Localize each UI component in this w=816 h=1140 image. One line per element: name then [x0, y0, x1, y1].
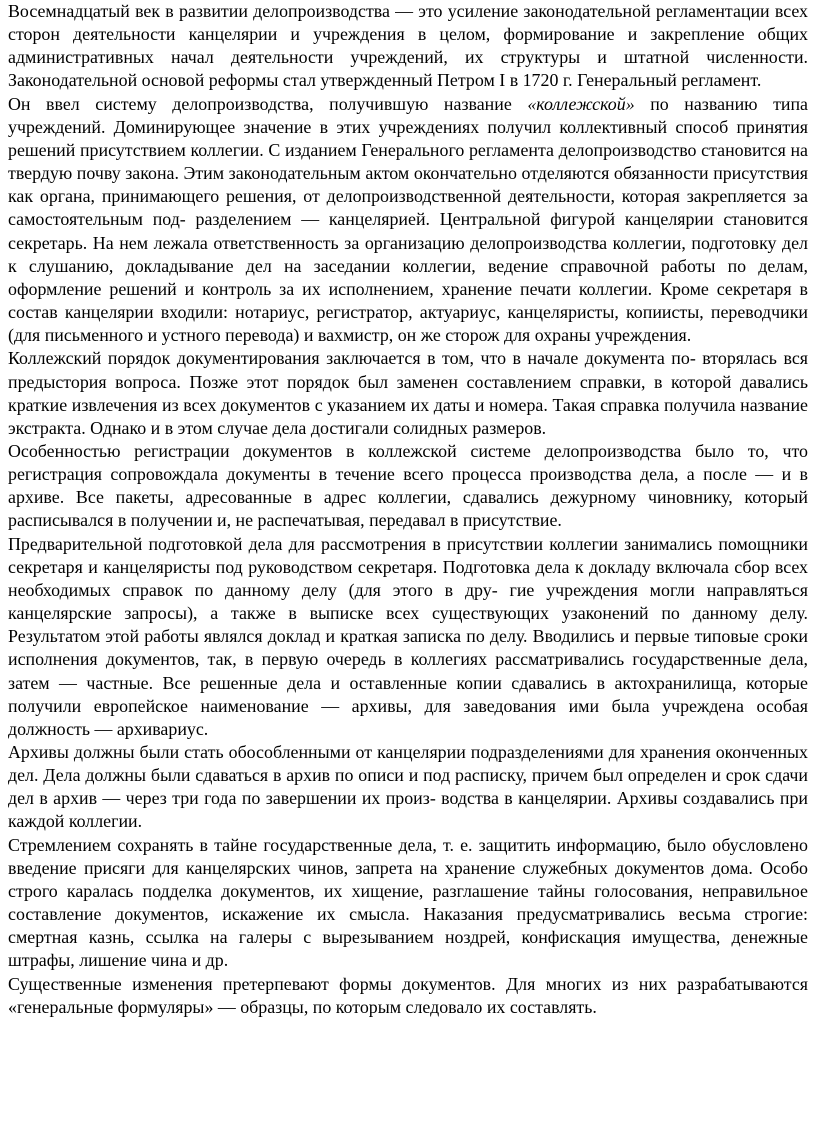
paragraph-collegiate-system — [8, 93, 808, 348]
paragraph-text: Восемнадцатый век в развитии делопроизводства — это усиление законодательной регламентации всех сторон деятельности канцелярии и учреждения в целом, формирование и закрепление общих административных начал деятельности учреждений, их структуры и штатной численности. Законодательной основой реформы стал утвержденный Петром I в 1720 г. Генеральный регламент. — [8, 1, 808, 91]
paragraph-text: Архивы должны были стать обособленными от канцелярии подразделениями для хранения оконченных дел. Дела должны были сдаваться в архив по описи и под расписку, причем был определен и срок сдачи дел в архив — через три года по завершении их произ- водства в канцелярии. Архивы создавались при каждой коллегии. — [8, 742, 808, 832]
paragraph-intro — [8, 0, 808, 93]
paragraph-documenting-order — [8, 347, 808, 440]
paragraph-document-forms — [8, 973, 808, 1019]
paragraph-archives — [8, 741, 808, 834]
paragraph-text: Существенные изменения претерпевают формы документов. Для многих из них разрабатываются «генеральные формуляры» — образцы, по которым следовало их составлять. — [8, 973, 808, 1017]
paragraph-text: Стремлением сохранять в тайне государственные дела, т. е. защитить информацию, было обусловлено введение присяги для канцелярских чинов, запрета на хранение служебных документов дома. Особо строго каралась подделка документов, их хищение, разглашение тайны голосования, неправильное составление документов, искажение их смысла. Наказания предусматривались весьма строгие: смертная казнь, ссылка на галеры с вырезыванием ноздрей, конфискация имущества, денежные штрафы, лишение чина и др. — [8, 834, 808, 971]
paragraph-text: Коллежский порядок документирования заключается в том, что в начале документа по- вторялась вся предыстория вопроса. Позже этот порядок был заменен составлением справки, в которой давались краткие извлечения из всех документов с указанием их даты и номера. Такая справка получила название экстракта. Однако и в этом случае дела достигали солидных размеров. — [8, 348, 808, 438]
paragraph-preparation — [8, 533, 808, 741]
paragraph-text: Особенностью регистрации документов в коллежской системе делопроизводства было то, что регистрация сопровождала документы в течение всего процесса производства дела, а после — и в архиве. Все пакеты, адресованные в адрес коллегии, сдавались дежурному чиновнику, который расписывался в получении и, не распечатывая, передавал в присутствие. — [8, 440, 808, 531]
paragraph-secrecy — [8, 834, 808, 973]
paragraph-text: по названию типа учреждений. Доминирующее значение в этих учреждениях получил коллективный способ принятия решений присутствием коллегии. С изданием Генерального регламента делопроизводство становится на твердую почву закона. Этим законодательным актом окончательно отделяются обязанности присутствия как органа, принимающего решения, от делопроизводственной деятельности, которая закрепляется за самостоятельным под- разделением — канцелярией. Центральной фигурой канцелярии становится секретарь. На нем лежала ответственность за организацию делопроизводства коллегии, подготовку дел к слушанию, докладывание дел на заседании коллегии, ведение справочной работы по делам, оформление решений и контроль за их исполнением, хранение печати коллегии. Кроме секретаря в состав канцелярии входили: нотариус, регистратор, актуариус, канцеляристы, копиисты, переводчики (для письменного и устного перевода) и вахмистр, он же сторож для охраны учреждения. — [8, 93, 808, 346]
paragraph-text: Он ввел систему делопроизводства, получившую название — [8, 93, 528, 114]
paragraph-text: Предварительной подготовкой дела для рассмотрения в присутствии коллегии занимались помощники секретаря и канцеляристы под руководством секретаря. Подготовка дела к докладу включала сбор всех необходимых справок по данному делу (для этого в дру- гие учреждения могли направляться канцелярские запросы), а также в выписке всех существующих узаконений по данному делу. Результатом этой работы являлся доклад и краткая записка по делу. Вводились и первые типовые сроки исполнения документов, так, в первую очередь в коллегиях рассматривались государственные дела, затем — частные. Все решенные дела и оставленные копии сдавались в актохранилища, которые получили европейское наименование — архивы, для заведования ими была учреждена особая должность — архивариус. — [8, 533, 808, 739]
paragraph-registration — [8, 440, 808, 533]
italic-term: «коллежской» — [527, 93, 635, 114]
